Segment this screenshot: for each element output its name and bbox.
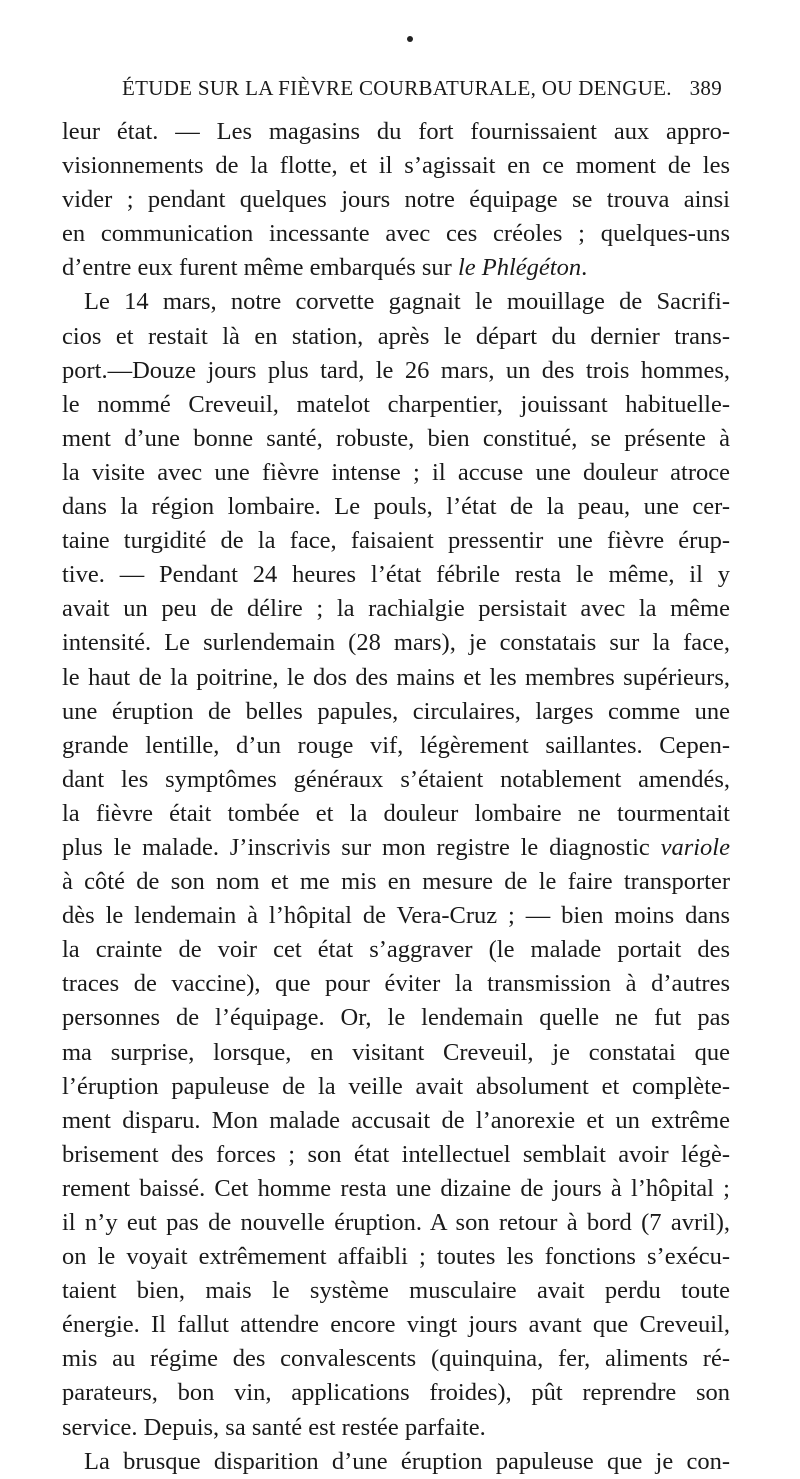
text-line: le haut de la poitrine, le dos des mains et les membres supérieurs, xyxy=(62,663,730,691)
text-line: l’éruption papuleuse de la veille avait absolument et complète- xyxy=(62,1072,730,1100)
text-line: grande lentille, d’un rouge vif, légèrement saillantes. Cepen- xyxy=(62,731,730,759)
text-line: personnes de l’équipage. Or, le lendemain quelle ne fut pas xyxy=(62,1004,730,1032)
text-line: intensité. Le surlendemain (28 mars), je constatais sur la face, xyxy=(62,629,730,657)
text-line: ment d’une bonne santé, robuste, bien constitué, se présente à xyxy=(62,424,730,452)
text-segment: . xyxy=(581,254,588,282)
text-line: ment disparu. Mon malade accusait de l’anorexie et un extrême xyxy=(62,1106,730,1134)
text-line: dans la région lombaire. Le pouls, l’état de la peau, une cer- xyxy=(62,493,730,521)
text-line: cios et restait là en station, après le départ du dernier trans- xyxy=(62,322,730,350)
text-line: il n’y eut pas de nouvelle éruption. A son retour à bord (7 avril), xyxy=(62,1209,730,1236)
page-number: 389 xyxy=(689,76,722,100)
text-line: à côté de son nom et me mis en mesure de le faire transporter xyxy=(62,868,730,896)
text-line: traces de vaccine), que pour éviter la transmission à d’autres xyxy=(62,970,730,998)
text-line: une éruption de belles papules, circulaires, larges comme une xyxy=(62,697,730,725)
paragraph-start: Le 14 mars, notre corvette gagnait le mouillage de Sacrifi- xyxy=(84,288,730,316)
text-line: leur état. — Les magasins du fort fournissaient aux appro- xyxy=(62,118,730,145)
text-line: la crainte de voir cet état s’aggraver (le malade portait des xyxy=(62,936,730,964)
ship-name: le Phlégéton xyxy=(457,254,582,282)
text-line: énergie. Il fallut attendre encore vingt jours avant que Creveuil, xyxy=(62,1311,730,1339)
running-title: ÉTUDE SUR LA FIÈVRE COURBATURALE, OU DENGUE. xyxy=(122,76,672,100)
text-line: visionnements de la flotte, et il s’agissait en ce moment de les xyxy=(62,152,730,180)
diagnosis-term: variole xyxy=(660,833,730,861)
text-line: mis au régime des convalescents (quinquina, fer, aliments ré- xyxy=(62,1345,730,1373)
text-line: ma surprise, lorsque, en visitant Creveuil, je constatai que xyxy=(62,1038,730,1066)
body-text xyxy=(62,115,730,1479)
text-line: rement baissé. Cet homme resta une dizaine de jours à l’hôpital ; xyxy=(62,1174,730,1202)
text-line: en communication incessante avec ces créoles ; quelques-uns xyxy=(62,220,730,248)
text-line: dant les symptômes généraux s’étaient notablement amendés, xyxy=(62,765,730,793)
text-line: tive. — Pendant 24 heures l’état fébrile resta le même, il y xyxy=(62,561,730,589)
paragraph-end: service. Depuis, sa santé est restée parfaite. xyxy=(62,1413,486,1441)
text-segment: plus le malade. J’inscrivis sur mon registre le diagnostic xyxy=(62,833,661,861)
text-line: le nommé Creveuil, matelot charpentier, jouissant habituelle- xyxy=(62,390,730,418)
text-segment: d’entre eux furent même embarqués sur xyxy=(62,254,458,282)
page-header xyxy=(122,76,722,106)
text-line xyxy=(62,831,730,865)
text-line: taine turgidité de la face, faisaient pressentir une fièvre érup- xyxy=(62,527,730,555)
text-line: brisement des forces ; son état intellectuel semblait avoir légè- xyxy=(62,1140,730,1168)
text-line: dès le lendemain à l’hôpital de Vera-Cruz ; — bien moins dans xyxy=(62,902,730,930)
text-line: la fièvre était tombée et la douleur lombaire ne tourmentait xyxy=(62,799,730,827)
text-line: la visite avec une fièvre intense ; il accuse une douleur atroce xyxy=(62,458,730,486)
text-line: port.—Douze jours plus tard, le 26 mars, un des trois hommes, xyxy=(62,356,730,384)
text-line: avait un peu de délire ; la rachialgie persistait avec la même xyxy=(62,595,730,623)
text-line xyxy=(62,251,730,285)
text-line: on le voyait extrêmement affaibli ; toutes les fonctions s’exécu- xyxy=(62,1243,730,1271)
text-line: vider ; pendant quelques jours notre équipage se trouva ainsi xyxy=(62,186,730,214)
paragraph-start: La brusque disparition d’une éruption papuleuse que je con- xyxy=(84,1447,730,1475)
text-line: taient bien, mais le système musculaire avait perdu toute xyxy=(62,1277,730,1305)
page-mark xyxy=(407,36,413,42)
text-line: parateurs, bon vin, applications froides), pût reprendre son xyxy=(62,1379,730,1407)
